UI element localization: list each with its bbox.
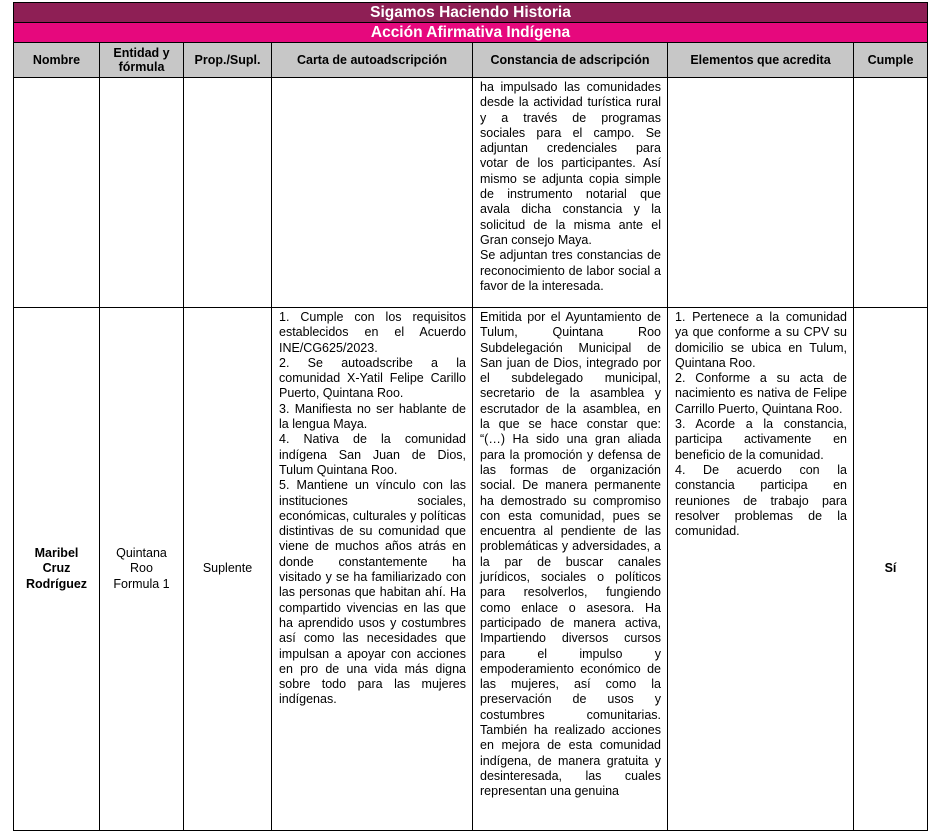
name-line: Maribel	[34, 546, 79, 561]
header-nombre: Nombre	[14, 43, 100, 78]
header-cumple: Cumple	[854, 43, 928, 78]
entidad-line: Roo	[130, 561, 153, 576]
cell-elementos-empty	[668, 78, 854, 308]
header-entidad-line1: Entidad y	[113, 46, 170, 60]
header-entidad	[100, 43, 184, 78]
cell-cumple: Sí	[854, 308, 928, 831]
cell-entidad	[100, 308, 184, 831]
header-prop: Prop./Supl.	[184, 43, 272, 78]
name-line: Cruz	[42, 561, 71, 576]
constancia-paragraph: ha impulsado las comunidades desde la actividad turística rural y a través de programas sociales para el campo. Se adjuntan credenciales para votar de los participantes. Así mismo se adjunta copia simple de instrumento notarial que avala dicha constancia y la solicitud de la misma ante el Gran consejo Maya.	[480, 80, 661, 247]
cell-entidad-empty	[100, 78, 184, 308]
elementos-item: 2. Conforme a su acta de nacimiento es nativa de Felipe Carrillo Puerto, Quintana Roo.	[675, 371, 847, 416]
banner-title: Sigamos Haciendo Historia	[14, 3, 928, 23]
elementos-item: 3. Acorde a la constancia, participa activamente en beneficio de la comunidad.	[675, 417, 847, 462]
cell-cumple-empty	[854, 78, 928, 308]
table-row	[14, 308, 928, 831]
cell-prop: Suplente	[184, 308, 272, 831]
banner-subtitle: Acción Afirmativa Indígena	[14, 23, 928, 43]
name-line: Rodríguez	[25, 576, 88, 591]
cell-nombre	[14, 308, 100, 831]
cell-constancia	[473, 308, 668, 831]
candidates-table	[13, 2, 928, 831]
carta-item: 4. Nativa de la comunidad indígena San Juan de Dios, Tulum Quintana Roo.	[279, 432, 466, 477]
elementos-item: 4. De acuerdo con la constancia participa en reuniones de trabajo para resolver problemas de la comunidad.	[675, 462, 847, 539]
elementos-item: 1. Pertenece a la comunidad ya que conforme a su CPV su domicilio se ubica en Tulum, Quintana Roo.	[675, 310, 847, 370]
cell-nombre-empty	[14, 78, 100, 308]
entidad-line: Quintana	[116, 546, 167, 561]
header-constancia: Constancia de adscripción	[473, 43, 668, 78]
table-row	[14, 78, 928, 308]
entidad-line: Formula 1	[113, 576, 170, 591]
header-carta: Carta de autoadscripción	[272, 43, 473, 78]
cell-carta	[272, 308, 473, 831]
carta-item: 2. Se autoadscribe a la comunidad X-Yatil Felipe Carillo Puerto, Quintana Roo.	[279, 355, 466, 401]
constancia-paragraph: Se adjuntan tres constancias de reconocimiento de labor social a favor de la interesada.	[480, 248, 661, 293]
cell-prop-empty	[184, 78, 272, 308]
cell-elementos	[668, 308, 854, 831]
carta-item: 1. Cumple con los requisitos establecidos en el Acuerdo INE/CG625/2023.	[279, 310, 466, 355]
cell-carta-empty	[272, 78, 473, 308]
header-elementos: Elementos que acredita	[668, 43, 854, 78]
constancia-text: Emitida por el Ayuntamiento de Tulum, Quintana Roo Subdelegación Municipal de San juan de Dios, integrado por el subdelegado municipal, secretario de la asamblea y escrutador de la asamblea, en la que se hace constar que: “(…) Ha sido una gran aliada para la promoción y defensa de las formas de organización social. De manera permanente ha demostrado su compromiso con esta comunidad, pues se encuentra al pendiente de las problemáticas y adversidades, a la par de buscar canales jurídicos, sociales o políticos para resolverlos, fungiendo como enlace o asesora. Ha participado de manera activa, Impartiendo diversos cursos para el impulso y empoderamiento económico de las mujeres, así como la preservación de usos y costumbres comunitarias. También ha realizado acciones en mejora de esta comunidad indígena, de manera gratuita y desinteresada, las cuales representan una genuina	[480, 310, 661, 799]
header-row	[14, 43, 928, 78]
carta-item: 5. Mantiene un vínculo con las instituciones sociales, económicas, culturales y políticas distintivas de su comunidad que viene de muchos años atrás en donde constantemente ha visitado y se ha familiarizado con las personas que habitan ahí. Ha compartido vivencias en las que ha aprendido usos y costumbres así como las necesidades que impulsan a apoyar con acciones en pro de una vida más digna sobre todo para las mujeres indígenas.	[279, 478, 466, 707]
header-entidad-line2: fórmula	[118, 60, 165, 74]
carta-item: 3. Manifiesta no ser hablante de la lengua Maya.	[279, 401, 466, 432]
cell-constancia-continued	[473, 78, 668, 308]
document-page	[13, 2, 927, 831]
